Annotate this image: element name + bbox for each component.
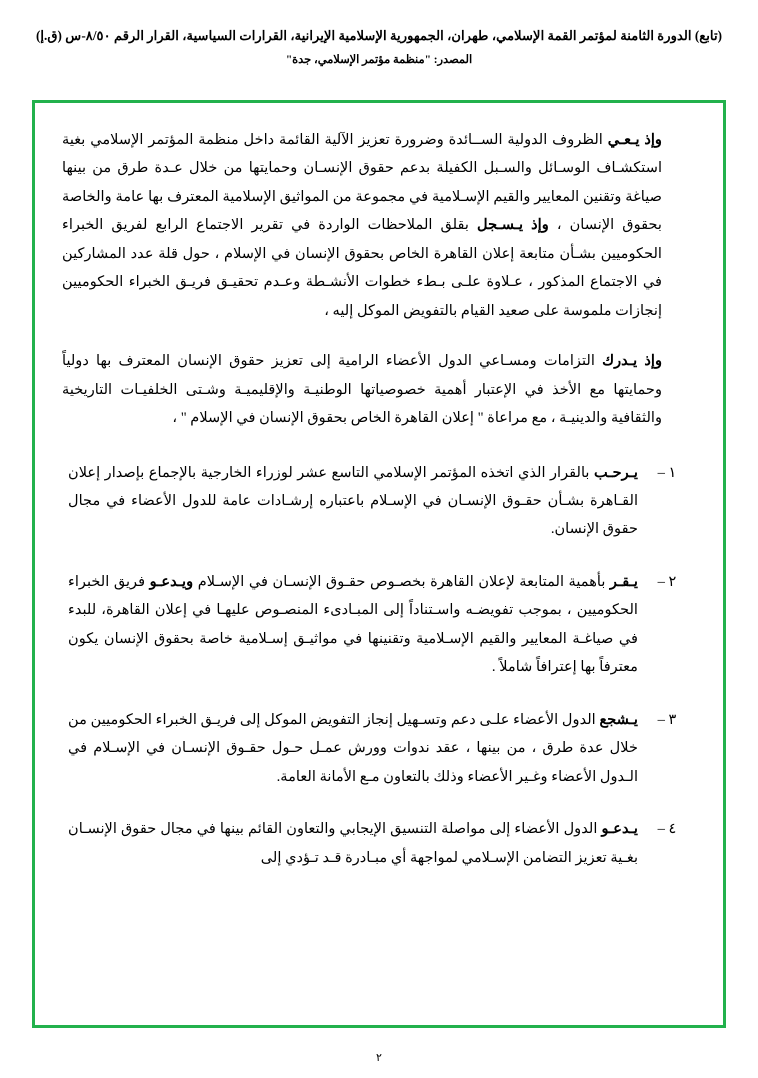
list-item	[62, 459, 696, 544]
numbered-list	[62, 459, 696, 872]
header-title: (تابع) الدورة الثامنة لمؤتمر القمة الإسلامي، طهران، الجمهورية الإسلامية الإيرانية، القرارات السياسية، القرار الرقم ٨/٥٠-س (ق.إ)	[35, 28, 723, 43]
paragraph-1-text2: بقلق الملاحظات الواردة في تقرير الاجتماع الرابع لفريق الخبراء الحكوميين بشـأن متابعة إعلان القاهرة الخاص بحقوق الإنسان في الإسلام ، حول قلة عدد المشاركين في الاجتماع المذكور ، عـلاوة علـى بـطء خطوات الأنشـطة وعـدم تحقيـق فريـق الخبراء الحكوميين إنجازات ملموسة على صعيد القيام بالتفويض الموكل إليه ،	[62, 217, 662, 319]
list-item-lead: يـقـر	[609, 573, 638, 590]
paragraph-2	[62, 347, 696, 432]
page-footer	[0, 1051, 758, 1064]
paragraph-2-text: التزامات ومسـاعي الدول الأعضاء الرامية إلى تعزيز حقوق الإنسان المعترف بها دولياً وحمايتها مع الأخذ في الإعتبار أهمية خصوصياتها الوطنيـة والإقليميـة وشـتى الخلفيـات التاريخية والثقافية والدينيـة ، مع مراعاة " إعلان القاهرة الخاص بحقوق الإنسان في الإسلام " ،	[62, 353, 662, 427]
list-item-body	[62, 568, 638, 682]
list-item-lead2: ويـدعـو	[149, 573, 194, 590]
paragraph-1-text: الظروف الدولية الســائدة وضرورة تعزيز الآلية القائمة داخل منظمة المؤتمر الإسلامي بغية استكشـاف الوسـائل والسـبل الكفيلة بدعم حقوق الإنسـان وحمايتها من خلال عـدة طرق من بينها صياغة وتقنين المعايير والقيم الإسـلامية في مجموعة من المواثيق الإسلامية المعترف بها عامة والخاصة بحقوق الإنسان ،	[62, 132, 662, 234]
list-item-text: الدول الأعضاء علـى دعم وتسـهيل إنجاز التفويض الموكل إلى فريـق الخبراء الحكوميين من خلال عدة طرق ، من بينها ، عقد ندوات وورش عمـل حـول حقـوق الإنسـان في الإسـلام في الـدول الأعضاء وغـير الأعضاء وذلك بالتعاون مـع الأمانة العامة.	[68, 711, 638, 785]
paragraph-1-lead2: وإذ يـسـجل	[477, 217, 549, 234]
list-item-number: ٣ –	[657, 711, 677, 728]
list-item	[62, 568, 696, 682]
page-header	[0, 0, 758, 69]
list-item-text: بأهمية المتابعة لإعلان القاهرة بخصـوص حقـوق الإنسـان في الإسـلام	[193, 573, 610, 590]
paragraph-2-lead: وإذ يـدرك	[602, 353, 663, 370]
list-item-number: ٢ –	[657, 573, 677, 590]
list-item-text: بالقرار الذي اتخذه المؤتمر الإسلامي التاسع عشر لوزراء الخارجية بالإجماع بإصدار إعلان القـاهرة بشـأن حقـوق الإنسـان في الإسـلام باعتباره إرشـادات عامة للدول الأعضاء في مجال حقوق الإنسان.	[68, 464, 638, 538]
list-item-lead: يـرحـب	[593, 464, 638, 481]
list-item	[62, 815, 696, 872]
list-item-body	[62, 815, 638, 872]
list-item	[62, 706, 696, 791]
list-item-number: ١ –	[657, 464, 677, 481]
list-item-body	[62, 459, 638, 544]
document-body	[62, 126, 696, 1018]
list-item-lead: يـشجع	[599, 711, 638, 728]
paragraph-1-lead: وإذ يـعـي	[607, 132, 662, 148]
list-item-lead: يـدعـو	[601, 821, 638, 838]
header-source: المصدر: "منظمة مؤتمر الإسلامي، جدة"	[285, 53, 473, 66]
list-item-body	[62, 706, 638, 791]
list-item-number: ٤ –	[657, 821, 677, 838]
list-item-text: الدول الأعضاء إلى مواصلة التنسيق الإيجابي والتعاون القائم بينها في مجال حقوق الإنسـان بغـية تعزيز التضامن الإسـلامي لمواجهة أي مبـادرة قـد تـؤدي إلى	[68, 821, 638, 866]
paragraph-1	[62, 126, 696, 325]
page-number: ٢	[376, 1052, 382, 1064]
list-item-text2: فريق الخبراء الحكوميين ، بموجب تفويضـه واسـتناداً إلى المبـادىء المنصـوص عليهـا في إعلان القاهرة، للبدء في صياغـة المعايير والقيم الإسـلامية وتقنينها في مواثيـق إسـلامية خاصة بحقوق الإنسان يكون معترفاً بها إعترافاً شاملاً .	[68, 573, 638, 676]
